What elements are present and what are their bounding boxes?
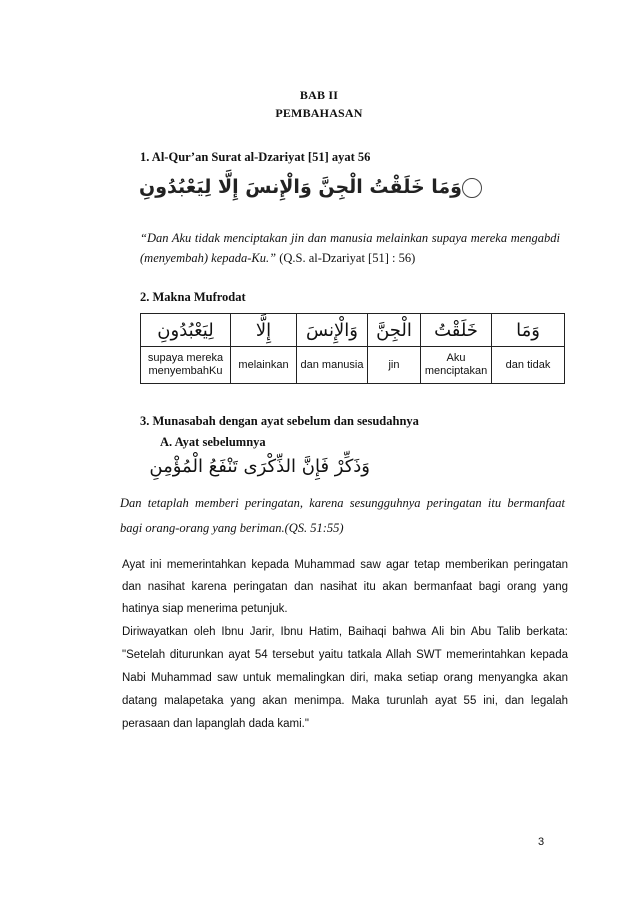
section2-heading: 2. Makna Mufrodat <box>140 290 246 304</box>
mufrodat-meaning-cell: dan manusia <box>297 347 368 384</box>
chapter-title: PEMBAHASAN <box>275 106 363 120</box>
verse-arabic-text: وَمَا خَلَقْتُ الْجِنَّ وَالْإِنسَ إِلَّا لِيَعْبُدُونِ <box>139 176 462 198</box>
mufrodat-arabic-cell: الْجِنَّ <box>368 314 421 347</box>
mufrodat-meaning-cell: Aku menciptakan <box>421 347 492 384</box>
paragraph-riwayat: Diriwayatkan oleh Ibnu Jarir, Ibnu Hatim, Baihaqi bahwa Ali bin Abu Talib berkata: "Setelah diturunkan ayat 54 tersebut yaitu tatkala Allah SWT memerintahkan kepada Nabi Muhammad saw untuk memalingkan diri, maka setiap orang menyangka akan datang malapetaka yang akan menimpa. Maka turunlah ayat 55 ini, dan legalah perasaan dan lapanglah dada kami." <box>122 626 568 730</box>
mufrodat-table <box>140 313 565 384</box>
previous-verse-translation: Dan tetaplah memberi peringatan, karena sesungguhnya peringatan itu bermanfaat bagi orang-orang yang beriman.(QS. 51:55) <box>120 496 565 535</box>
mufrodat-meaning-cell: dan tidak <box>492 347 565 384</box>
verse-translation-text: “Dan Aku tidak menciptakan jin dan manusia melainkan supaya mereka mengabdi (menyembah) kepada-Ku.” <box>140 231 560 265</box>
mufrodat-meaning-row <box>141 347 565 384</box>
previous-verse-arabic: وَذَكِّرْ فَإِنَّ الذِّكْرَى تَنْفَعُ الْمُؤْمِنِ <box>149 456 370 477</box>
page-number: 3 <box>538 836 545 848</box>
verse-translation <box>140 228 560 268</box>
section3-heading: 3. Munasabah dengan ayat sebelum dan sesudahnya <box>140 414 419 428</box>
mufrodat-arabic-cell: لِيَعْبُدُونِ <box>141 314 231 347</box>
chapter-number: BAB II <box>299 88 339 102</box>
paragraph-commentary: Ayat ini memerintahkan kepada Muhammad saw agar tetap memberikan peringatan dan nasihat karena peringatan dan nasihat itu akan bermanfaat bagi orang yang hatinya siap menerima petunjuk. <box>122 559 568 615</box>
mufrodat-meaning-cell: supaya mereka menyembahKu <box>141 347 231 384</box>
section1-heading: 1. Al-Qur’an Surat al-Dzariyat [51] ayat 56 <box>140 150 371 164</box>
mufrodat-arabic-cell: إِلَّا <box>231 314 297 347</box>
mufrodat-arabic-row <box>141 314 565 347</box>
verse-citation: (Q.S. al-Dzariyat [51] : 56) <box>279 251 416 265</box>
section3-subheading: A. Ayat sebelumnya <box>160 435 266 449</box>
mufrodat-meaning-cell: jin <box>368 347 421 384</box>
mufrodat-meaning-cell: melainkan <box>231 347 297 384</box>
verse-arabic <box>139 170 484 204</box>
mufrodat-arabic-cell: خَلَقْتُ <box>421 314 492 347</box>
ayah-end-marker-icon <box>462 178 482 198</box>
mufrodat-arabic-cell: وَمَا <box>492 314 565 347</box>
mufrodat-arabic-cell: وَالْإِنسَ <box>297 314 368 347</box>
